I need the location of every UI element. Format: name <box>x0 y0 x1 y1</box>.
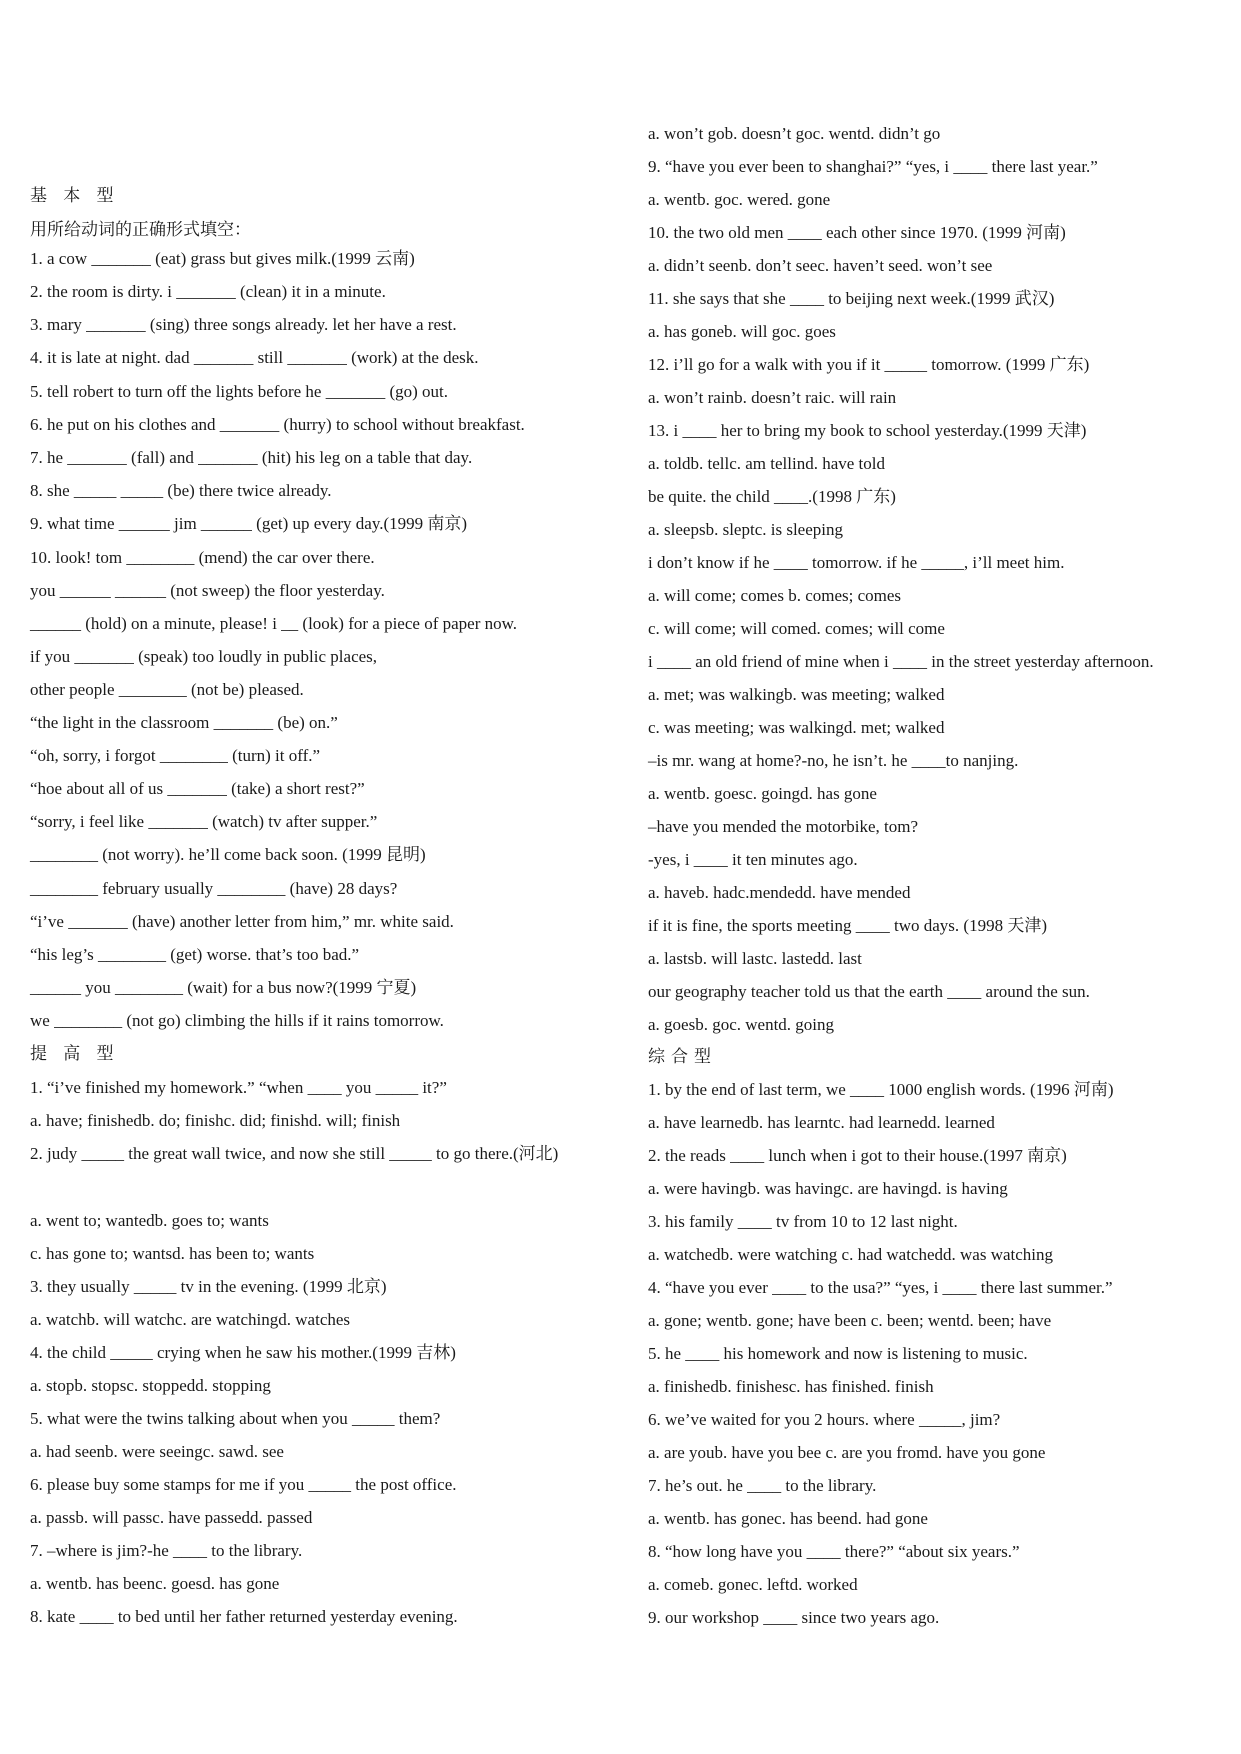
left-text-line: 4. the child _____ crying when he saw his mother.(1999 吉林) <box>30 1343 456 1362</box>
right-text-line: a. wentb. goesc. goingd. has gone <box>648 784 877 803</box>
left-text-line: ______ (hold) on a minute, please! i __ (look) for a piece of paper now. <box>30 614 518 633</box>
left-text-line: a. wentb. has beenc. goesd. has gone <box>30 1574 280 1593</box>
right-text-line: 9. our workshop ____ since two years ago. <box>648 1608 940 1627</box>
right-text-line: 10. the two old men ____ each other since 1970. (1999 河南) <box>648 223 1066 242</box>
right-text-line: a. gone; wentb. gone; have been c. been; wentd. been; have <box>648 1311 1052 1330</box>
left-text-line: 9. what time ______ jim ______ (get) up every day.(1999 南京) <box>30 514 468 533</box>
right-text-line: be quite. the child ____.(1998 广东) <box>648 487 896 506</box>
left-text-line: c. has gone to; wantsd. has been to; wants <box>30 1244 315 1263</box>
left-text-line: 3. they usually _____ tv in the evening. (1999 北京) <box>30 1277 387 1296</box>
right-text-line: a. comeb. gonec. leftd. worked <box>648 1575 858 1594</box>
left-text-line: ________ february usually ________ (have) 28 days? <box>30 879 398 898</box>
right-text-line: a. were havingb. was havingc. are havingd. is having <box>648 1179 1008 1198</box>
right-text-line: 9. “have you ever been to shanghai?” “yes, i ____ there last year.” <box>648 157 1098 176</box>
right-text-line: -yes, i ____ it ten minutes ago. <box>648 850 858 869</box>
right-text-line: 1. by the end of last term, we ____ 1000 english words. (1996 河南) <box>648 1080 1114 1099</box>
left-text-line: “oh, sorry, i forgot ________ (turn) it off.” <box>30 746 321 765</box>
right-text-line: a. goesb. goc. wentd. going <box>648 1015 835 1034</box>
left-text-line: “sorry, i feel like _______ (watch) tv after supper.” <box>30 812 378 831</box>
left-text-line: ______ you ________ (wait) for a bus now?(1999 宁夏) <box>30 978 417 997</box>
section-heading: 综合型 <box>648 1047 717 1066</box>
right-text-line: 8. “how long have you ____ there?” “about six years.” <box>648 1542 1020 1561</box>
right-text-line: c. was meeting; was walkingd. met; walked <box>648 718 945 737</box>
left-text-line: 2. judy _____ the great wall twice, and now she still _____ to go there.(河北) <box>30 1144 559 1163</box>
right-text-line: a. haveb. hadc.mendedd. have mended <box>648 883 911 902</box>
left-text-line: other people ________ (not be) pleased. <box>30 680 304 699</box>
left-text-line: a. watchb. will watchc. are watchingd. watches <box>30 1310 351 1329</box>
left-text-line: a. went to; wantedb. goes to; wants <box>30 1211 269 1230</box>
left-text-line: 2. the room is dirty. i _______ (clean) it in a minute. <box>30 282 386 301</box>
left-text-line: 用所给动词的正确形式填空： <box>30 220 251 239</box>
right-text-line: 11. she says that she ____ to beijing next week.(1999 武汉) <box>648 289 1055 308</box>
left-text-line: “i’ve _______ (have) another letter from him,” mr. white said. <box>30 912 454 931</box>
left-text-line: 10. look! tom ________ (mend) the car over there. <box>30 548 375 567</box>
right-text-line: 6. we’ve waited for you 2 hours. where _____, jim? <box>648 1410 1001 1429</box>
right-text-line: a. has goneb. will goc. goes <box>648 322 836 341</box>
right-text-line: 12. i’ll go for a walk with you if it _____ tomorrow. (1999 广东) <box>648 355 1090 374</box>
left-text-line: a. passb. will passc. have passedd. passed <box>30 1508 313 1527</box>
right-text-line: –is mr. wang at home?-no, he isn’t. he ____to nanjing. <box>648 751 1019 770</box>
left-text-line: you ______ ______ (not sweep) the floor yesterday. <box>30 581 385 600</box>
right-text-line: a. watchedb. were watching c. had watchedd. was watching <box>648 1245 1054 1264</box>
right-text-line: 3. his family ____ tv from 10 to 12 last night. <box>648 1212 958 1231</box>
right-text-line: 7. he’s out. he ____ to the library. <box>648 1476 877 1495</box>
right-text-line: a. sleepsb. sleptc. is sleeping <box>648 520 843 539</box>
left-text-line: a. stopb. stopsc. stoppedd. stopping <box>30 1376 271 1395</box>
right-text-line: our geography teacher told us that the earth ____ around the sun. <box>648 982 1090 1001</box>
left-text-line: we ________ (not go) climbing the hills if it rains tomorrow. <box>30 1011 444 1030</box>
right-text-line: a. are youb. have you bee c. are you fromd. have you gone <box>648 1443 1046 1462</box>
right-text-line: a. won’t rainb. doesn’t raic. will rain <box>648 388 897 407</box>
left-text-line: 3. mary _______ (sing) three songs already. let her have a rest. <box>30 315 457 334</box>
right-text-line: a. won’t gob. doesn’t goc. wentd. didn’t go <box>648 124 941 143</box>
right-text-line: i ____ an old friend of mine when i ____ in the street yesterday afternoon. <box>648 652 1154 671</box>
right-text-line: 13. i ____ her to bring my book to school yesterday.(1999 天津) <box>648 421 1087 440</box>
right-text-line: a. met; was walkingb. was meeting; walked <box>648 685 945 704</box>
section-heading: 基 本 型 <box>30 186 120 205</box>
left-text-line: “hoe about all of us _______ (take) a short rest?” <box>30 779 365 798</box>
left-text-line: 8. kate ____ to bed until her father returned yesterday evening. <box>30 1607 458 1626</box>
left-text-line: a. have; finishedb. do; finishc. did; finishd. will; finish <box>30 1111 401 1130</box>
left-text-line: 1. “i’ve finished my homework.” “when ____ you _____ it?” <box>30 1078 447 1097</box>
left-text-line: if you _______ (speak) too loudly in public places, <box>30 647 378 666</box>
left-text-line: 7. –where is jim?-he ____ to the library. <box>30 1541 303 1560</box>
right-text-line: –have you mended the motorbike, tom? <box>648 817 919 836</box>
left-text-line: 6. please buy some stamps for me if you _____ the post office. <box>30 1475 457 1494</box>
right-text-line: c. will come; will comed. comes; will come <box>648 619 945 638</box>
right-text-line: a. wentb. has gonec. has beend. had gone <box>648 1509 928 1528</box>
right-text-line: a. toldb. tellc. am tellind. have told <box>648 454 885 473</box>
right-text-line: a. lastsb. will lastc. lastedd. last <box>648 949 862 968</box>
left-text-line: “the light in the classroom _______ (be) on.” <box>30 713 338 732</box>
left-text-line: 5. what were the twins talking about when you _____ them? <box>30 1409 441 1428</box>
right-text-line: a. will come; comes b. comes; comes <box>648 586 902 605</box>
right-text-line: a. have learnedb. has learntc. had learnedd. learned <box>648 1113 995 1132</box>
left-text-line: 8. she _____ _____ (be) there twice already. <box>30 481 332 500</box>
right-text-line: i don’t know if he ____ tomorrow. if he _____, i’ll meet him. <box>648 553 1065 572</box>
right-text-line: if it is fine, the sports meeting ____ two days. (1998 天津) <box>648 916 1047 935</box>
left-text-line: 1. a cow _______ (eat) grass but gives milk.(1999 云南) <box>30 249 415 268</box>
left-text-line: 4. it is late at night. dad _______ still _______ (work) at the desk. <box>30 348 479 367</box>
left-text-line: 6. he put on his clothes and _______ (hurry) to school without breakfast. <box>30 415 525 434</box>
left-text-line: a. had seenb. were seeingc. sawd. see <box>30 1442 284 1461</box>
section-heading: 提 高 型 <box>30 1044 120 1063</box>
right-text-line: a. wentb. goc. wered. gone <box>648 190 831 209</box>
right-text-line: 5. he ____ his homework and now is listening to music. <box>648 1344 1028 1363</box>
left-text-line: ________ (not worry). he’ll come back soon. (1999 昆明) <box>30 845 426 864</box>
left-text-line: “his leg’s ________ (get) worse. that’s too bad.” <box>30 945 360 964</box>
left-text-line: 7. he _______ (fall) and _______ (hit) his leg on a table that day. <box>30 448 473 467</box>
right-text-line: a. finishedb. finishesc. has finished. finish <box>648 1377 934 1396</box>
right-text-line: a. didn’t seenb. don’t seec. haven’t seed. won’t see <box>648 256 993 275</box>
left-text-line: 5. tell robert to turn off the lights before he _______ (go) out. <box>30 382 448 401</box>
right-text-line: 4. “have you ever ____ to the usa?” “yes, i ____ there last summer.” <box>648 1278 1113 1297</box>
right-text-line: 2. the reads ____ lunch when i got to their house.(1997 南京) <box>648 1146 1067 1165</box>
